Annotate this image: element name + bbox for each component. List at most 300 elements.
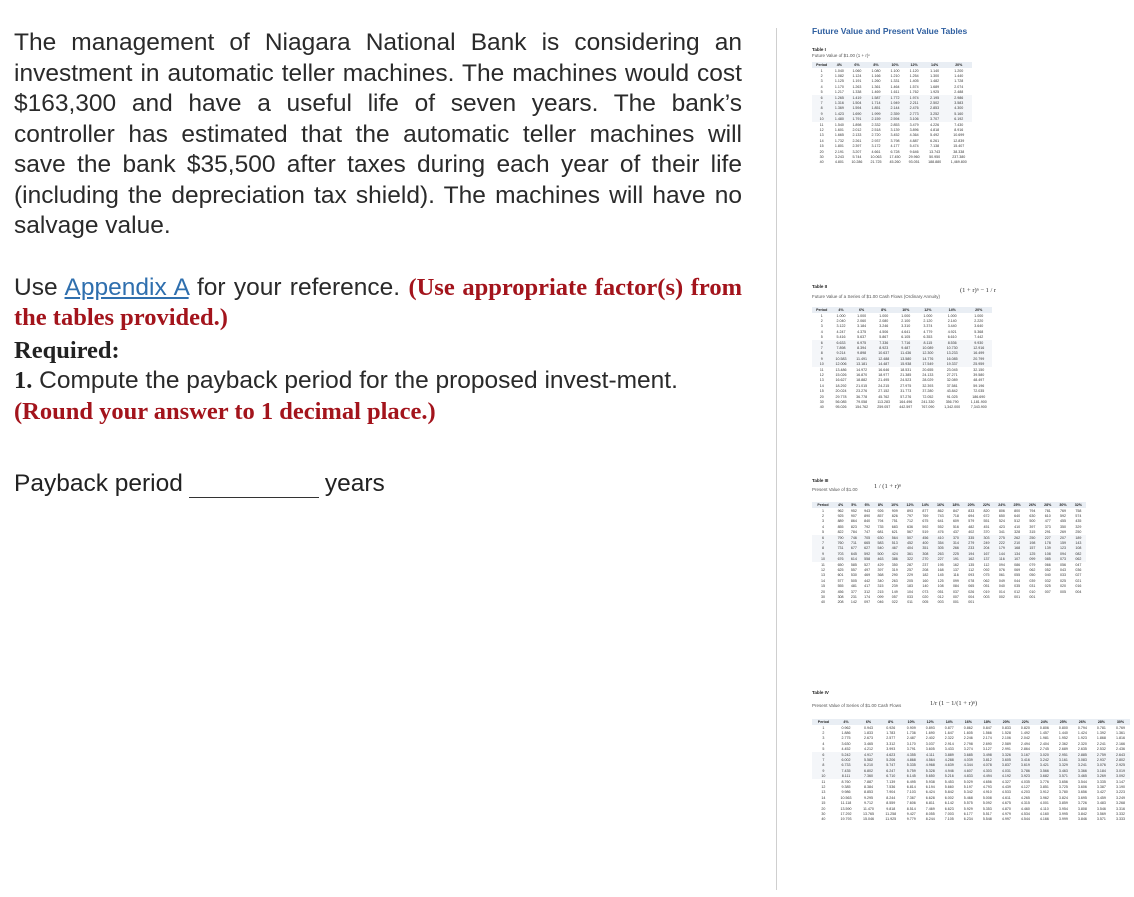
factor-cell: 621	[891, 530, 898, 535]
factor-cell: 257	[907, 567, 914, 572]
factor-cell: 1.170	[834, 84, 844, 89]
column-header: 30%	[1111, 719, 1130, 725]
factor-cell: 630	[874, 535, 887, 540]
factor-cell: 2.133	[852, 133, 862, 138]
column-header: 10%	[895, 307, 917, 313]
factor-cell: 3.656	[1077, 790, 1087, 795]
table-1-future-value	[812, 62, 972, 165]
appendix-a-link[interactable]: Appendix A	[64, 273, 189, 301]
factor-cell: 5.575	[963, 801, 973, 806]
factor-cell: 1.166	[871, 74, 881, 79]
factor-cell: 6.814	[906, 784, 916, 789]
factor-cell: 2.040	[836, 319, 846, 324]
factor-cell: 082	[1071, 551, 1086, 556]
factor-cell: 3.962	[1039, 795, 1049, 800]
factor-cell: 711	[847, 540, 860, 545]
requirement-item	[14, 366, 742, 427]
factor-cell: 4.910	[982, 790, 992, 795]
factor-cell: 019	[983, 589, 990, 594]
column-header: 12%	[921, 719, 940, 725]
factor-cell: 249	[979, 540, 994, 545]
factor-cell: 2.220	[974, 319, 984, 324]
table-2-label: Table II	[812, 284, 828, 289]
factor-cell: 57.276	[900, 394, 912, 399]
factor-cell: 1.732	[834, 138, 844, 143]
factor-cell: 140	[922, 584, 929, 589]
factor-cell: 2.577	[886, 736, 896, 741]
factor-cell: 3.459	[1096, 795, 1106, 800]
factor-cell: 025	[1044, 584, 1051, 589]
factor-cell: 9.930	[965, 340, 992, 345]
column-header: 14%	[940, 719, 959, 725]
factor-cell: 1.392	[1096, 731, 1106, 736]
factor-cell: 3.332	[1115, 811, 1125, 816]
factor-cell: 356.790	[945, 399, 959, 404]
factor-cell: 32.150	[973, 367, 985, 372]
table-3-label: Table III	[812, 478, 829, 483]
factor-cell: 051	[937, 589, 944, 594]
factor-cell: 1.762	[909, 90, 919, 95]
factor-cell: 482	[968, 524, 975, 529]
factor-cell: 4.127	[1020, 784, 1030, 789]
factor-cell: 350	[891, 562, 898, 567]
factor-cell: 154.762	[855, 405, 869, 410]
factor-cell: 3.851	[1039, 784, 1049, 789]
factor-cell: 12.916	[965, 345, 992, 350]
factor-cell: 5.468	[963, 795, 973, 800]
factor-cell: 747	[864, 530, 871, 535]
factor-cell: 423	[998, 524, 1005, 529]
factor-cell: 250	[1025, 535, 1040, 540]
column-header: 6%	[861, 502, 874, 508]
column-header: Period	[812, 62, 831, 68]
period-cell: 5	[822, 747, 825, 752]
factor-cell: 552	[937, 524, 944, 529]
factor-cell: 1.528	[1001, 731, 1011, 736]
factor-cell: 1.605	[963, 731, 973, 736]
factor-cell: 3.479	[909, 122, 919, 127]
factor-cell: 592	[1060, 514, 1067, 519]
period-cell: 2	[821, 514, 824, 519]
factor-cell: 45.762	[878, 394, 890, 399]
factor-cell: 137	[952, 567, 959, 572]
payback-period-input[interactable]	[189, 471, 319, 498]
column-header: 20%	[965, 307, 992, 313]
factor-cell: 2.322	[944, 736, 954, 741]
factor-cell: 681	[877, 530, 884, 535]
factor-cell: 909	[891, 508, 898, 513]
factor-cell: 4.623	[880, 752, 902, 757]
factor-cell: 50.950	[929, 154, 941, 159]
factor-cell: 208	[922, 567, 929, 572]
factor-cell: 3.859	[1058, 801, 1068, 806]
period-cell: 8	[812, 106, 831, 111]
factor-cell: 123	[1055, 546, 1070, 551]
factor-cell: 7.103	[906, 790, 916, 795]
factor-cell: 767.090	[921, 405, 935, 410]
factor-cell: 625	[837, 567, 844, 572]
factor-cell: 4.212	[864, 747, 873, 752]
factor-cell: 0.909	[906, 725, 916, 730]
factor-cell: 14.487	[873, 362, 895, 367]
factor-cell: 4.533	[1001, 790, 1011, 795]
factor-cell: 6.177	[963, 811, 973, 816]
factor-cell: 962	[837, 508, 844, 513]
column-header: 28%	[1040, 502, 1055, 508]
factor-cell: 794	[1029, 508, 1036, 513]
factor-cell: 7.367	[906, 795, 916, 800]
factor-cell: 610	[1044, 514, 1051, 519]
factor-cell: 694	[968, 514, 975, 519]
factor-cell: 558	[861, 557, 874, 562]
factor-cell: 3.139	[890, 127, 900, 132]
factor-cell: 1.647	[944, 731, 954, 736]
factor-cell: 9.487	[895, 345, 917, 350]
period-cell: 15	[819, 144, 824, 149]
factor-cell: 020	[1060, 584, 1067, 589]
factor-cell: 784	[850, 530, 857, 535]
factor-cell: 630	[1029, 514, 1036, 519]
factor-cell: 2.174	[982, 736, 992, 741]
factor-cell: 4.300	[946, 106, 972, 111]
factor-cell: 5.660	[944, 784, 954, 789]
factor-cell: 907	[850, 514, 857, 519]
factor-cell: 3.242	[1035, 757, 1054, 762]
factor-cell: 4.288	[940, 757, 959, 762]
factor-cell: 467	[887, 546, 902, 551]
factor-cell: 3.326	[997, 752, 1016, 757]
period-cell: 20	[821, 806, 826, 811]
factor-cell: 3.037	[925, 741, 935, 746]
factor-cell: 3.605	[925, 747, 935, 752]
factor-cell: 718	[952, 514, 959, 519]
factor-cell: 530	[850, 573, 857, 578]
factor-cell: 5.353	[982, 806, 992, 811]
factor-cell: 351	[918, 546, 933, 551]
factor-cell: 5.517	[982, 811, 992, 816]
factor-cell: 1.999	[866, 111, 885, 116]
factor-cell: 13.590	[840, 806, 852, 811]
factor-cell: 826	[891, 514, 898, 519]
factor-cell: 3.433	[944, 747, 954, 752]
factor-cell: 5.416	[836, 335, 846, 340]
factor-cell: 085	[1040, 557, 1055, 562]
factor-cell: 0.877	[944, 725, 954, 730]
factor-cell: 7.898	[831, 345, 850, 350]
factor-cell: 16.499	[965, 351, 992, 356]
factor-cell: 143	[1071, 540, 1086, 545]
factor-cell: 315	[877, 584, 884, 589]
factor-cell: 1,181.900	[970, 399, 987, 404]
factor-cell: 6.424	[925, 790, 935, 795]
table-4-present-value-annuity	[812, 719, 1130, 822]
factor-cell: 112	[983, 562, 990, 567]
period-cell: 14	[819, 383, 824, 388]
factor-cell: 6.142	[944, 801, 954, 806]
factor-cell: 215	[877, 589, 884, 594]
factor-cell: 3.083	[1073, 757, 1092, 762]
column-header: 25%	[1009, 502, 1024, 508]
factor-cell: 4.544	[1020, 817, 1030, 822]
factor-cell: 1.952	[1058, 736, 1068, 741]
factor-cell: 10.730	[939, 345, 966, 350]
factor-cell: 1.851	[866, 106, 885, 111]
factor-cell: 035	[1014, 584, 1021, 589]
factor-cell: 592	[861, 551, 874, 556]
factor-cell: 5.637	[857, 335, 867, 340]
factor-cell: 890	[864, 514, 871, 519]
factor-cell: 1.736	[906, 731, 916, 736]
factor-cell: 893	[907, 508, 914, 513]
factor-cell: 7.469	[925, 806, 935, 811]
factor-cell: 5.867	[879, 335, 889, 340]
factor-cell: 11.118	[840, 801, 852, 806]
table-3-subtitle: Present Value of $1.00	[812, 487, 858, 492]
factor-cell: 507	[902, 535, 917, 540]
factor-cell: 4.460	[1020, 806, 1030, 811]
factor-cell: 1.140	[930, 68, 940, 73]
factor-cell: 410	[933, 535, 948, 540]
factor-cell: 13.486	[835, 367, 847, 372]
factor-cell: 500	[1029, 519, 1036, 524]
period-cell: 4	[822, 741, 825, 746]
factor-cell: 437	[952, 530, 959, 535]
factor-cell: 585	[850, 562, 857, 567]
factor-cell: 112	[968, 567, 975, 572]
factor-cell: 943	[864, 508, 871, 513]
table-3-formula: 1 / (1 + r)ⁿ	[874, 483, 902, 490]
factor-cell: 160	[922, 578, 929, 583]
factor-cell: 6.975	[851, 340, 873, 345]
factor-cell: 1.191	[852, 79, 862, 84]
factor-cell: 5.328	[921, 768, 940, 773]
factor-cell: 676	[834, 557, 847, 562]
factor-cell: 2.914	[944, 741, 954, 746]
factor-cell: 512	[1014, 519, 1021, 524]
factor-cell: 1.791	[847, 117, 866, 122]
factor-cell: 1.611	[890, 90, 900, 95]
period-cell: 20	[819, 394, 824, 399]
column-header: 16%	[959, 719, 978, 725]
factor-cell: 4.921	[947, 329, 957, 334]
period-cell: 30	[819, 154, 824, 159]
factor-cell: 2.853	[924, 106, 946, 111]
factor-cell: 3.316	[1115, 806, 1125, 811]
factor-cell: 1.200	[954, 68, 964, 73]
factor-cell: 4.675	[1001, 801, 1011, 806]
column-header: 4%	[831, 307, 850, 313]
factor-cell: 3.630	[841, 741, 851, 746]
factor-cell: 3.092	[1111, 774, 1130, 779]
factor-cell: 9.712	[864, 801, 873, 806]
factor-cell: 2.166	[1115, 741, 1125, 746]
factor-cell: 3.161	[1054, 757, 1073, 762]
factor-cell: 3.725	[1058, 784, 1068, 789]
column-header: 6%	[847, 62, 866, 68]
factor-cell: 386	[887, 557, 902, 562]
factor-cell: 4.997	[1001, 817, 1011, 822]
factor-cell: 2.759	[1092, 752, 1111, 757]
factor-cell: 3.619	[1016, 763, 1035, 768]
factor-cell: 11.491	[851, 356, 873, 361]
factor-cell: 012	[937, 594, 944, 599]
factor-cell: 564	[887, 535, 902, 540]
factor-cell: 18.882	[856, 378, 868, 383]
factor-cell: 328	[1014, 530, 1021, 535]
factor-cell: 046	[877, 600, 884, 605]
factor-cell: 1.540	[834, 122, 844, 127]
payback-unit: years	[324, 470, 385, 497]
factor-cell: 1.480	[831, 117, 847, 122]
factor-cell: 769	[922, 514, 929, 519]
factor-cell: 2.991	[1001, 747, 1011, 752]
factor-cell: 27.975	[900, 383, 912, 388]
factor-cell: 4.110	[1040, 806, 1049, 811]
factor-cell: 241.330	[921, 399, 935, 404]
factor-cell: 6.105	[901, 335, 911, 340]
factor-cell: 551	[983, 519, 990, 524]
factor-cell: 11.925	[885, 817, 897, 822]
factor-cell: 093	[968, 573, 975, 578]
factor-cell: 0.943	[864, 725, 873, 730]
factor-cell: 24.523	[900, 378, 912, 383]
factor-cell: 2.937	[1092, 757, 1111, 762]
factor-cell: 1.405	[909, 79, 919, 84]
factor-cell: 442.597	[899, 405, 913, 410]
factor-cell: 1.482	[930, 79, 940, 84]
factor-cell: 164.496	[899, 399, 913, 404]
reference-instruction	[14, 273, 742, 334]
factor-cell: 2.436	[1115, 747, 1125, 752]
factor-cell: 3.999	[1058, 817, 1068, 822]
factor-cell: 001	[968, 600, 975, 605]
factor-cell: 033	[907, 594, 914, 599]
factor-cell: 1.338	[852, 90, 862, 95]
factor-cell: 614	[847, 557, 860, 562]
factor-cell: 1.361	[871, 84, 881, 89]
factor-cell: 5.938	[925, 779, 935, 784]
period-cell: 13	[819, 133, 824, 138]
table-row	[812, 160, 972, 165]
factor-cell: 3.312	[886, 741, 896, 746]
factor-cell: 1.254	[909, 74, 919, 79]
factor-cell: 3.896	[909, 127, 919, 132]
factor-cell: 397	[877, 567, 884, 572]
factor-cell: 1.000	[947, 313, 957, 318]
factor-cell: 1.833	[864, 731, 873, 736]
factor-cell: 108	[937, 584, 944, 589]
factor-note: (Use appropriate factor(s) from the tables provided.)	[14, 273, 743, 331]
factor-cell: 4.661	[871, 149, 881, 154]
factor-cell: 735	[877, 524, 884, 529]
factor-cell: 3.682	[1035, 774, 1054, 779]
factor-cell: 1.000	[974, 313, 984, 318]
factor-cell: 456	[918, 535, 933, 540]
factor-cell: 469	[864, 573, 871, 578]
factor-cell: 2.532	[1096, 747, 1106, 752]
table-row	[812, 817, 1130, 822]
period-cell: 10	[812, 117, 831, 122]
factor-cell: 057	[891, 594, 898, 599]
factor-cell: 3.147	[1115, 779, 1125, 784]
factor-cell: 4.303	[978, 768, 997, 773]
factor-cell: 4.793	[982, 784, 992, 789]
factor-cell: 37.280	[922, 389, 934, 394]
period-cell: 9	[812, 111, 831, 116]
problem-statement: The management of Niagara National Bank is considering an investment in automatic teller machines. The machines would cost $163,300 and have a useful life of seven years. The bank’s controller has estimated that the automatic teller machines will save the bank $35,500 after taxes during each year of their life (including the depreciation tax shield). The machines will have no salvage value.	[14, 29, 742, 239]
factor-cell: 373	[1044, 524, 1051, 529]
period-cell: 6	[812, 340, 831, 345]
factor-cell: 227	[933, 557, 948, 562]
factor-cell: 4.247	[836, 329, 846, 334]
factor-cell: 7.716	[895, 340, 917, 345]
factor-cell: 3.726	[1077, 801, 1087, 806]
factor-cell: 79.058	[856, 399, 868, 404]
factor-cell: 016	[1075, 584, 1082, 589]
factor-cell: 19.793	[840, 817, 852, 822]
factor-cell: 8.394	[851, 345, 873, 350]
appendix-a-tables	[812, 26, 1130, 896]
column-header: 24%	[994, 502, 1009, 508]
factor-cell: 731	[834, 546, 847, 551]
table-4-label: Table IV	[812, 690, 829, 695]
factor-cell: 4.868	[902, 757, 921, 762]
factor-cell: 28.029	[922, 378, 934, 383]
factor-cell: 026	[968, 589, 975, 594]
factor-cell: 2.986	[946, 95, 972, 100]
factor-cell: 1.080	[871, 68, 881, 73]
factor-cell: 7.360	[857, 774, 879, 779]
column-header: Period	[812, 307, 831, 313]
factor-cell: 91.025	[946, 394, 958, 399]
factor-cell: 574	[1075, 514, 1082, 519]
factor-cell: 066	[1044, 562, 1051, 567]
factor-cell	[994, 600, 1009, 605]
factor-cell: 5.492	[930, 133, 940, 138]
factor-cell: 075	[983, 573, 990, 578]
factor-cell: 857	[877, 514, 884, 519]
factor-cell: 10.563	[840, 795, 852, 800]
factor-cell: 15.026	[835, 372, 847, 377]
factor-cell: 4.833	[959, 774, 978, 779]
period-cell: 9	[812, 768, 835, 773]
factor-cell: 5.548	[982, 817, 992, 822]
factor-cell: 800	[1014, 508, 1021, 513]
factor-cell: 3.640	[974, 324, 984, 329]
factor-cell: 1.000	[836, 313, 846, 318]
factor-cell: 269	[1060, 530, 1067, 535]
factor-cell: 1.000	[879, 313, 889, 318]
factor-cell: 4.611	[1001, 795, 1011, 800]
factor-cell: 3.269	[1092, 774, 1111, 779]
factor-cell: 3.268	[1115, 801, 1125, 806]
column-header: 26%	[1025, 502, 1040, 508]
factor-cell: 5.747	[880, 763, 902, 768]
factor-cell: 1.504	[847, 100, 866, 105]
factor-cell: 239	[891, 584, 898, 589]
factor-cell: 712	[907, 519, 914, 524]
factor-cell: 672	[983, 514, 990, 519]
factor-cell: 9.986	[841, 790, 851, 795]
period-cell: 12	[820, 567, 825, 572]
factor-cell: 8.115	[917, 340, 939, 345]
factor-cell: 4.344	[959, 763, 978, 768]
factor-cell: 5.216	[940, 774, 959, 779]
factor-cell: 8.923	[873, 345, 895, 350]
factor-cell: 086	[1014, 562, 1021, 567]
factor-cell: 037	[952, 589, 959, 594]
factor-cell: 222	[994, 540, 1009, 545]
